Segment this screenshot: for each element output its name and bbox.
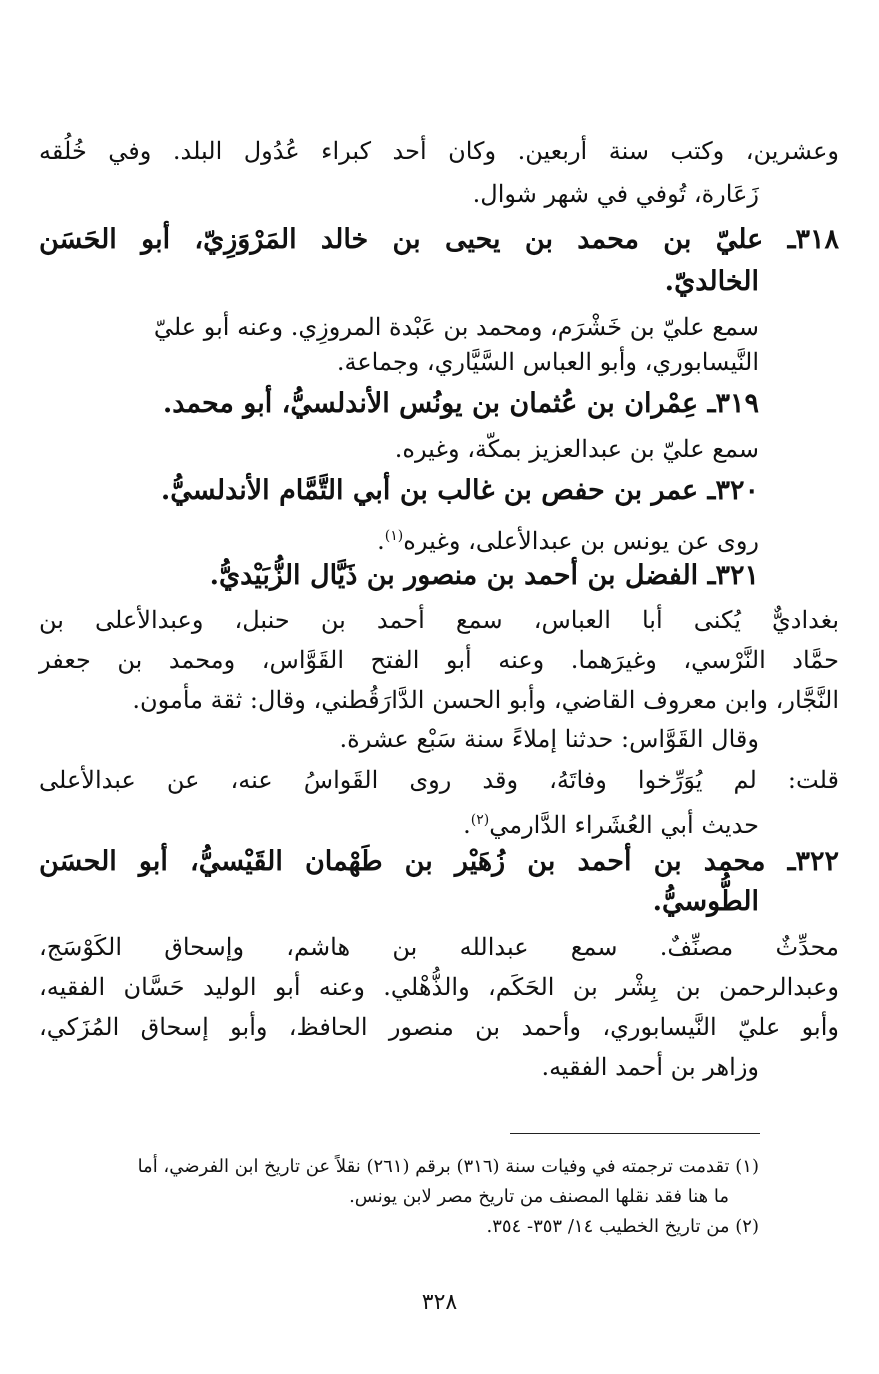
- page-number: ٣٢٨: [421, 1290, 458, 1315]
- footnote-ref: (٢): [470, 812, 490, 828]
- entry-heading-322-cont: الطُّوسيُّ.: [652, 886, 759, 917]
- footnote-separator: [510, 1133, 760, 1134]
- text-line-with-note: حديث أبي العُشَراء الدَّارمي$^{(٢)}$.: [463, 811, 759, 839]
- text-line: وعشرين، وكتب سنة أربعين. وكان أحد كبراء عُدُول البلد. وفي خُلُقه: [39, 137, 840, 165]
- entry-heading-322: ٣٢٢ـ محمد بن أحمد بن زُهَيْر بن طَهْمان القَيْسيُّ، أبو الحسَن: [39, 846, 839, 877]
- entry-heading-321: ٣٢١ـ الفضل بن أحمد بن منصور بن ذَيَّال الزُّبَيْديُّ.: [209, 560, 759, 591]
- text-line: سمع عليّ بن خَشْرَم، ومحمد بن عَبْدة المروزِي. وعنه أبو عليّ: [153, 313, 759, 341]
- text-line: بغداديٌّ يُكنى أبا العباس، سمع أحمد بن حنبل، وعبدالأعلى بن: [39, 606, 839, 634]
- footnote-ref: (١): [384, 528, 404, 544]
- entry-heading-318-cont: الخالديّ.: [664, 266, 759, 297]
- text-line: وقال القَوَّاس: حدثنا إملاءً سنة سَبْع عشرة.: [339, 725, 759, 753]
- text-line: سمع عليّ بن عبدالعزيز بمكّة، وغيره.: [394, 435, 759, 463]
- text-line: وعبدالرحمن بن بِشْر بن الحَكَم، والذُّهْلي. وعنه أبو الوليد حَسَّان الفقيه،: [39, 973, 839, 1001]
- text-line: قلت: لم يُوَرِّخوا وفاتَهُ، وقد روى القَواسُ عنه، عن عبدالأعلى: [39, 766, 839, 794]
- text-line: حمَّاد النَّرْسي، وغيرَهما. وعنه أبو الفتح القَوَّاس، ومحمد بن جعفر: [39, 646, 839, 674]
- footnote-1-cont: ما هنا فقد نقلها المصنف من تاريخ مصر لابن يونس.: [349, 1186, 729, 1207]
- entry-heading-320: ٣٢٠ـ عمر بن حفص بن غالب بن أبي التَّمَّام الأندلسيُّ.: [160, 475, 759, 506]
- entry-heading-319: ٣١٩ـ عِمْران بن عُثمان بن يونُس الأندلسيُّ، أبو محمد.: [162, 388, 759, 419]
- text-line: روى عن يونس بن عبدالأعلى، وغيره: [403, 527, 759, 555]
- footnote-1: (١) تقدمت ترجمته في وفيات سنة (٣١٦) برقم (٢٦١) نقلاً عن تاريخ ابن الفرضي، أما: [137, 1156, 759, 1177]
- entry-heading-318: ٣١٨ـ عليّ بن محمد بن يحيى بن خالد المَرْوَزِيّ، أبو الحَسَن: [39, 224, 839, 255]
- text-line: وأبو عليّ النَّيسابوري، وأحمد بن منصور الحافظ، وأبو إسحاق المُزَكي،: [39, 1013, 839, 1041]
- text-line: محدِّثٌ مصنِّفٌ. سمع عبدالله بن هاشم، وإسحاق الكَوْسَج،: [39, 933, 839, 961]
- footnote-2: (٢) من تاريخ الخطيب ١٤/ ٣٥٣- ٣٥٤.: [486, 1216, 759, 1237]
- text-line: زَعَارة، تُوفي في شهر شوال.: [472, 180, 759, 208]
- text-line: النَّيسابوري، وأبو العباس السَّيَّاري، وجماعة.: [336, 348, 759, 376]
- text-line: النَّجَّار، وابن معروف القاضي، وأبو الحسن الدَّارَقُطني، وقال: ثقة مأمون.: [132, 686, 839, 714]
- text-line: حديث أبي العُشَراء الدَّارمي: [489, 811, 759, 839]
- text-line-with-note: روى عن يونس بن عبدالأعلى، وغيره$^{(١)}$.: [377, 527, 759, 555]
- text-line: وزاهر بن أحمد الفقيه.: [541, 1053, 759, 1081]
